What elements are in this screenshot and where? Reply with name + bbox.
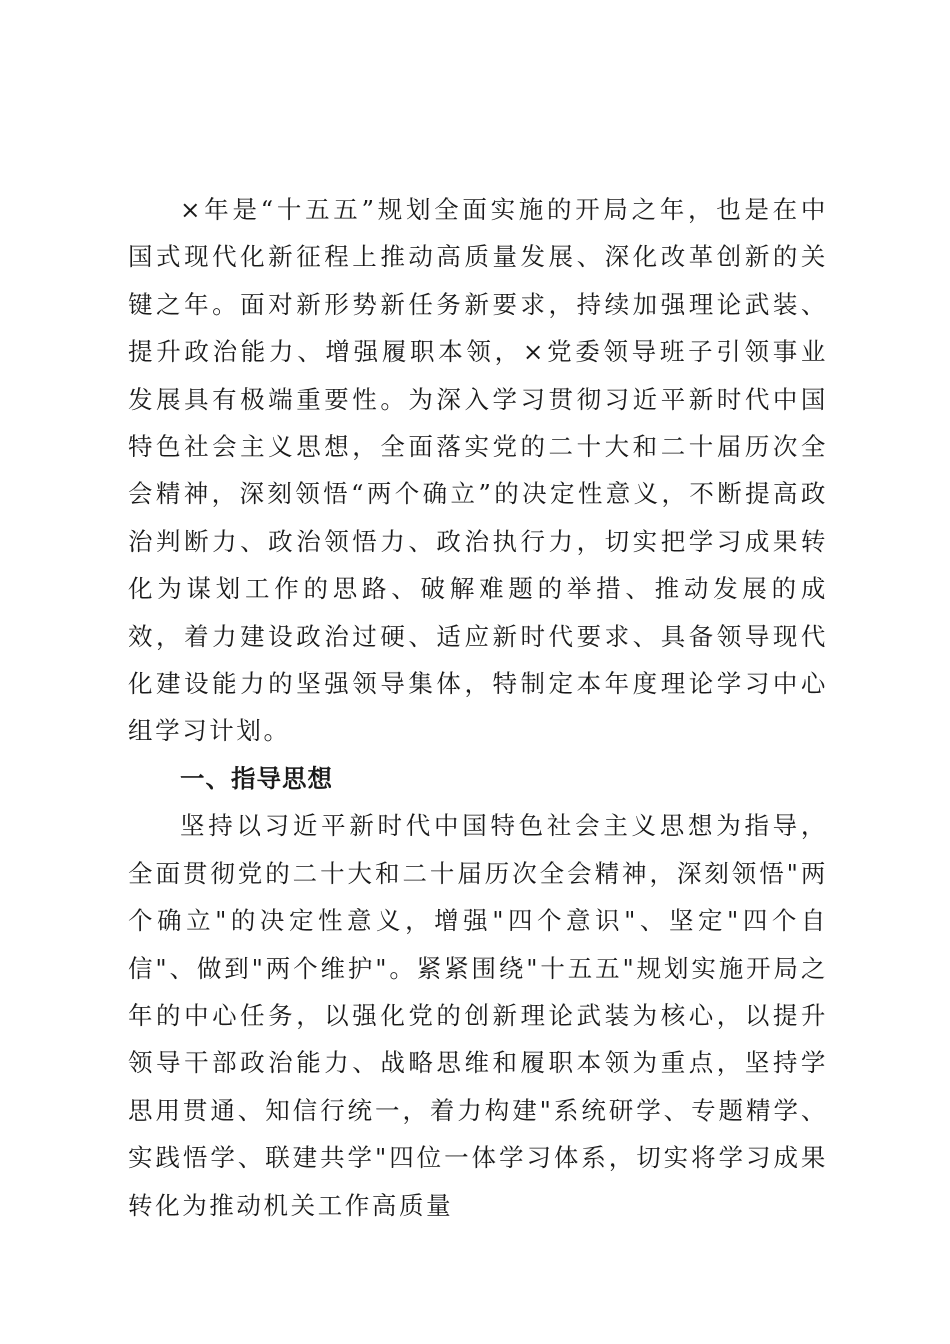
section-heading-guiding-ideology: 一、指导思想 — [180, 763, 333, 793]
document-body — [128, 186, 828, 1229]
guiding-ideology-paragraph: 坚持以习近平新时代中国特色社会主义思想为指导，全面贯彻党的二十大和二十届历次全会精神，深刻领悟"两个确立"的决定性意义，增强"四个意识"、坚定"四个自信"、做到"两个维护"。紧紧围绕"十五五"规划实施开局之年的中心任务，以强化党的创新理论武装为核心，以提升领导干部政治能力、战略思维和履职本领为重点，坚持学思用贯通、知信行统一，着力构建"系统研学、专题精学、实践悟学、联建共学"四位一体学习体系，切实将学习成果转化为推动机关工作高质量 — [128, 811, 828, 1220]
intro-paragraph: ×年是“十五五”规划全面实施的开局之年，也是在中国式现代化新征程上推动高质量发展、深化改革创新的关键之年。面对新形势新任务新要求，持续加强理论武装、提升政治能力、增强履职本领，×党委领导班子引领事业发展具有极端重要性。为深入学习贯彻习近平新时代中国特色社会主义思想，全面落实党的二十大和二十届历次全会精神，深刻领悟“两个确立”的决定性意义，不断提高政治判断力、政治领悟力、政治执行力，切实把学习成果转化为谋划工作的思路、破解难题的举措、推动发展的成效，着力建设政治过硬、适应新时代要求、具备领导现代化建设能力的坚强领导集体，特制定本年度理论学习中心组学习计划。 — [128, 195, 828, 746]
